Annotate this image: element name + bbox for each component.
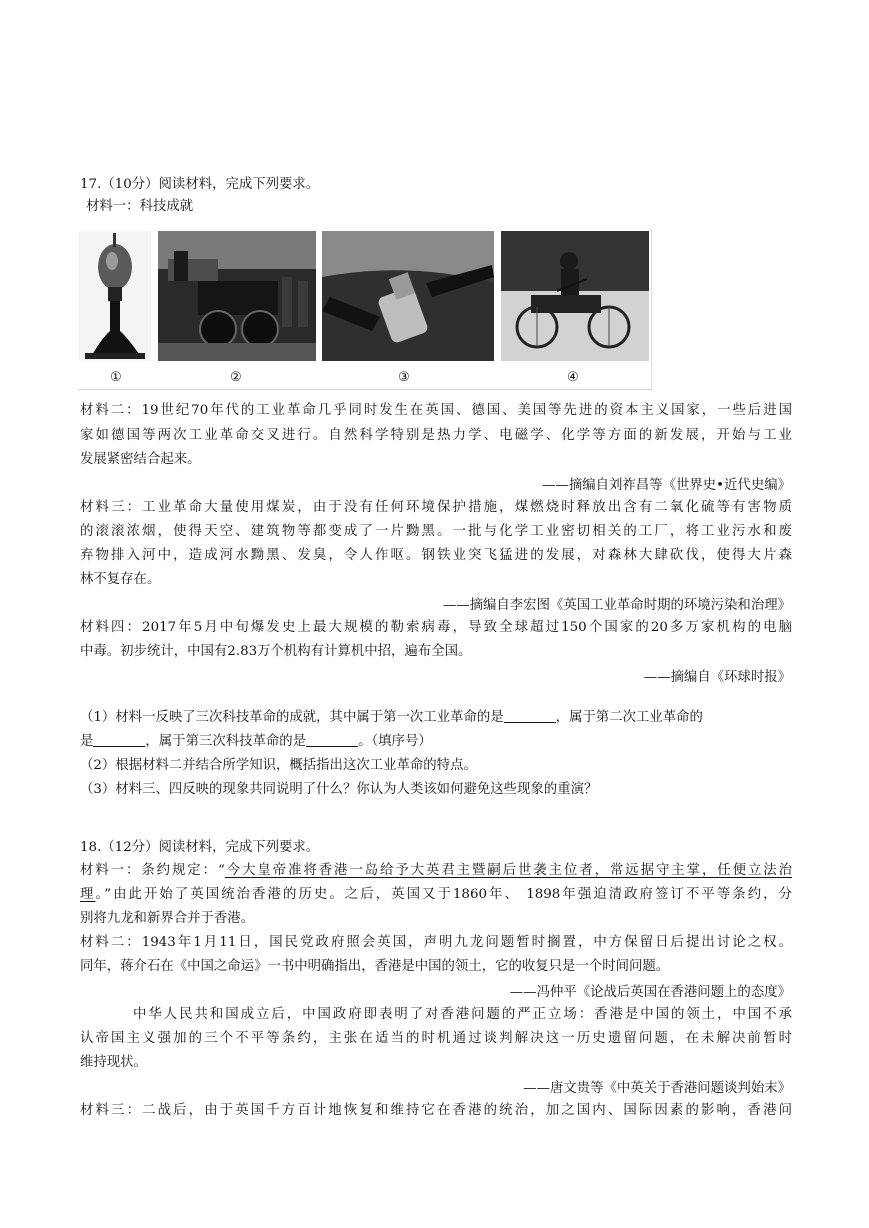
q18-material1-line3: 别将九龙和新界合并于香港。 <box>80 911 255 926</box>
image-label-3: ③ <box>398 370 410 385</box>
q18-material1-line1 <box>80 861 792 881</box>
q17-material1-title: 材料一：科技成就 <box>86 199 194 214</box>
locomotive-image <box>158 231 316 361</box>
q18-header: 18.（12分）阅读材料，完成下列要求。 <box>80 840 320 855</box>
early-car-image <box>501 231 649 361</box>
q18-material2b-line2: 认帝国主义强加的三个不平等条约，主张在适当的时机通过谈判解决这一历史遗留问题，在未解决前暂时 <box>80 1031 792 1046</box>
q18-material2-line1: 材料二：1943年1月11日，国民党政府照会英国，声明九龙问题暂时搁置，中方保留日后提出讨论之权。 <box>80 935 792 950</box>
q17-question1-text-a: （1）材料一反映了三次科技革命的成就，其中属于第一次工业革命的是 <box>80 710 504 725</box>
q17-material4-source: ——摘编自《环球时报》 <box>643 670 791 685</box>
q17-question1-text-d: ，属于第三次科技革命的是 <box>145 734 307 749</box>
image-label-4: ④ <box>567 370 579 385</box>
q17-question3: （3）材料三、四反映的现象共同说明了什么？你认为人类该如何避免这些现象的重演？ <box>80 782 598 797</box>
answer-blank-1[interactable] <box>504 708 556 723</box>
q17-material3-line4: 林不复存在。 <box>80 572 161 587</box>
q17-material3-source: ——摘编自李宏图《英国工业革命时期的环境污染和治理》 <box>442 598 791 613</box>
answer-blank-2[interactable] <box>93 732 145 747</box>
q17-question1-text-e: 。（填序号） <box>358 734 432 749</box>
q17-material3-line3: 弃物排入河中，造成河水黝黑、发臭，令人作呕。钢铁业突飞猛进的发展，对森林大肆砍伐，使得大片森 <box>80 548 792 563</box>
q18-material2-source: ——冯仲平《论战后英国在香港问题上的态度》 <box>509 985 791 1000</box>
q18-material3-line1: 材料三：二战后，由于英国千方百计地恢复和维持它在香港的统治，加之国内、国际因素的影响，香港问 <box>80 1103 792 1118</box>
q17-material2-source: ——摘编自刘祚昌等《世界史•近代史编》 <box>542 478 791 493</box>
q17-question1-line2 <box>80 732 432 752</box>
q17-material4-line1: 材料四：2017年5月中旬爆发史上最大规模的勒索病毒，导致全球超过150个国家的20多万家机构的电脑 <box>80 620 792 635</box>
treaty-quote-end: 理 <box>80 887 96 902</box>
q17-question1-text-c: 是 <box>80 734 94 749</box>
q17-question2: （2）根据材料二并结合所学知识，概括指出这次工业革命的特点。 <box>80 758 477 773</box>
tech-achievements-figure <box>79 229 652 390</box>
satellite-image <box>322 231 494 361</box>
image-label-1: ① <box>110 370 122 385</box>
image-label-2: ② <box>230 370 242 385</box>
q18-material1-text: 。”由此开始了英国统治香港的历史。之后，英国又于1860年、 1898年强迫清政府签订不平等条约，分 <box>95 887 793 902</box>
answer-blank-3[interactable] <box>306 732 358 747</box>
light-bulb-image <box>79 231 151 361</box>
q18-material2-line2: 同年，蒋介石在《中国之命运》一书中明确指出，香港是中国的领土，它的收复只是一个时间问题。 <box>80 959 670 974</box>
q17-material2-line1: 材料二：19世纪70年代的工业革命几乎同时发生在英国、德国、美国等先进的资本主义国家，一些后进国 <box>80 403 792 418</box>
q17-material3-line1: 材料三：工业革命大量使用煤炭，由于没有任何环境保护措施，煤燃烧时释放出含有二氧化硫等有害物质 <box>80 500 792 515</box>
q17-material3-line2: 的滚滚浓烟，使得天空、建筑物等都变成了一片黝黑。一批与化学工业密切相关的工厂，将工业污水和废 <box>80 524 792 539</box>
q18-material2b-source: ——唐文贵等《中英关于香港问题谈判始末》 <box>523 1081 791 1096</box>
q18-material2b-line1: 中华人民共和国成立后，中国政府即表明了对香港问题的严正立场：香港是中国的领土，中国不承 <box>133 1007 792 1022</box>
q17-question1-line1 <box>80 708 703 728</box>
q17-material2-line2: 家如德国等两次工业革命交叉进行。自然科学特别是热力学、电磁学、化学等方面的新发展，开始与工业 <box>80 428 792 443</box>
q17-material2-line3: 发展紧密结合起来。 <box>80 452 201 467</box>
q17-header: 17.（10分）阅读材料，完成下列要求。 <box>80 177 320 192</box>
q18-material1-line2 <box>80 885 792 905</box>
treaty-quote: 今大皇帝准将香港一岛给予大英君主暨嗣后世袭主位者，常远据守主掌，任便立法治 <box>224 863 792 878</box>
q17-material4-line2: 中毒。初步统计，中国有2.83万个机构有计算机中招，遍布全国。 <box>80 644 472 659</box>
q17-question1-text-b: ，属于第二次工业革命的 <box>555 710 703 725</box>
q18-material2b-line3: 维持现状。 <box>80 1055 147 1070</box>
q18-material1-lead: 材料一：条约规定：“ <box>80 863 225 878</box>
